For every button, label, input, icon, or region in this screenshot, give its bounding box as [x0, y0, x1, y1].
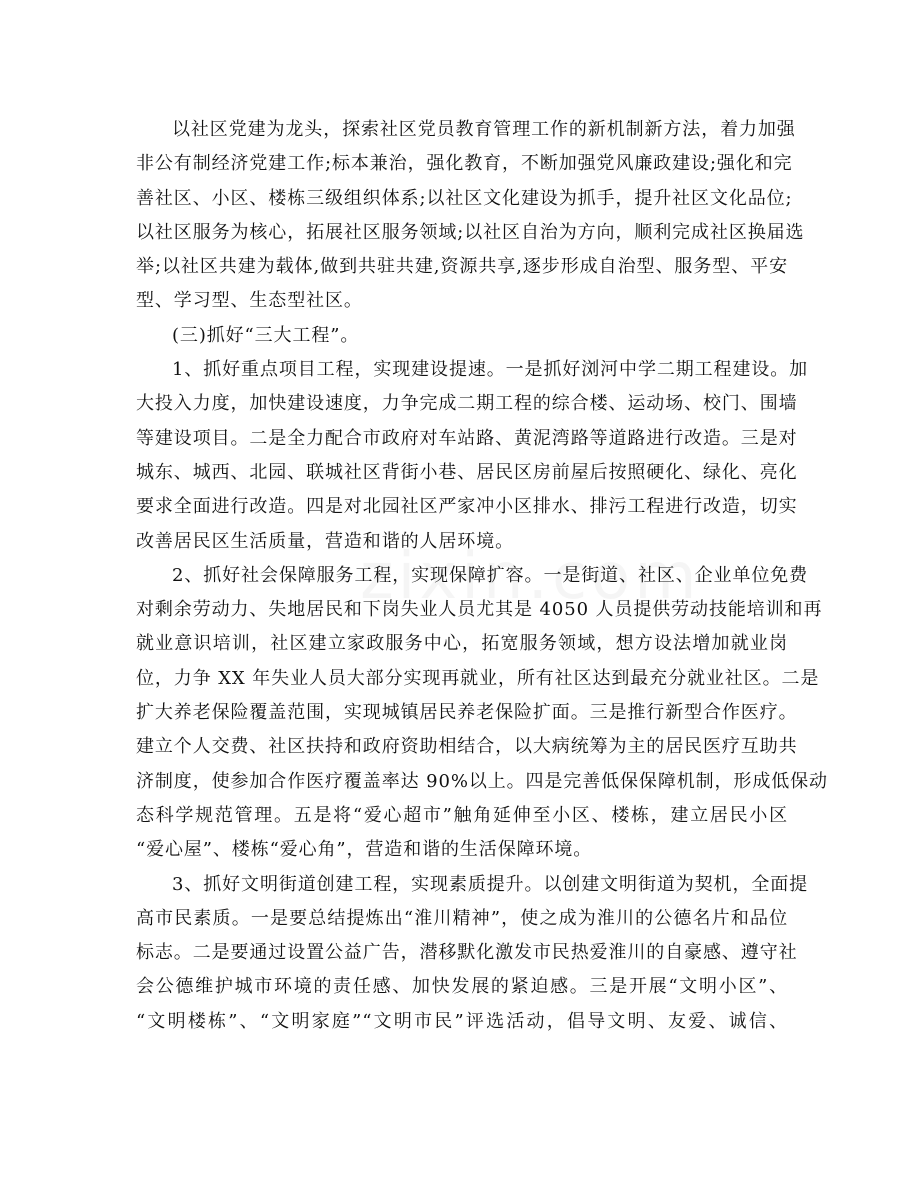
text-line: 对剩余劳动力、失地居民和下岗失业人员尤其是 4050 人员提供劳动技能培训和再	[136, 599, 823, 621]
text-line: 建立个人交费、社区扶持和政府资助相结合，以大病统筹为主的居民医疗互助共	[136, 736, 798, 758]
text-line: 济制度，使参加合作医疗覆盖率达 90%以上。四是完善低保保障机制，形成低保动	[136, 770, 828, 792]
text-line: 标志。二是要通过设置公益广告，潜移默化激发市民热爱淮川的自豪感、遵守社	[136, 942, 798, 964]
text-line: 举;以社区共建为载体,做到共驻共建,资源共享,逐步形成自治型、服务型、平安	[136, 256, 788, 278]
text-line: 善社区、小区、楼栋三级组织体系;以社区文化建设为抓手，提升社区文化品位;	[136, 187, 793, 209]
text-line: “文明楼栋”、“文明家庭”“文明市民”评选活动，倡导文明、友爱、诚信、	[136, 1010, 788, 1032]
text-line: 以社区党建为龙头，探索社区党员教育管理工作的新机制新方法，着力加强	[172, 119, 796, 140]
text-line: 城东、城西、北园、联城社区背街小巷、居民区房前屋后按照硬化、绿化、亮化	[136, 461, 798, 483]
text-line: 要求全面进行改造。四是对北园社区严家冲小区排水、排污工程进行改造，切实	[136, 496, 798, 518]
text-line: 1、抓好重点项目工程，实现建设提速。一是抓好浏河中学二期工程建设。加	[172, 359, 809, 381]
text-line: 态科学规范管理。五是将“爱心超市”触角延伸至小区、楼栋，建立居民小区	[136, 804, 788, 826]
text-line: 以社区服务为核心，拓展社区服务领域;以社区自治为方向，顺利完成社区换届选	[136, 221, 805, 243]
text-line: 高市民素质。一是要总结提炼出“淮川精神”，使之成为淮川的公德名片和品位	[136, 907, 788, 929]
section-heading: (三)抓好“三大工程”。	[172, 324, 360, 346]
text-line: 改善居民区生活质量，营造和谐的人居环境。	[136, 530, 514, 552]
text-line: 位，力争 XX 年失业人员大部分实现再就业，所有社区达到最充分就业社区。二是	[136, 667, 820, 689]
text-line: 就业意识培训，社区建立家政服务中心，拓宽服务领域，想方设法增加就业岗	[136, 633, 788, 655]
text-line: 型、学习型、生态型社区。	[136, 290, 363, 312]
document-body	[136, 113, 828, 1039]
text-line: 2、抓好社会保障服务工程，实现保障扩容。一是街道、社区、企业单位免费	[172, 564, 809, 586]
text-line: 非公有制经济党建工作;标本兼治，强化教育，不断加强党风廉政建设;强化和完	[136, 153, 793, 175]
text-line: 会公德维护城市环境的责任感、加快发展的紧迫感。三是开展“文明小区”、	[136, 976, 788, 998]
text-line: 大投入力度，加快建设速度，力争完成二期工程的综合楼、运动场、校门、围墙	[136, 393, 798, 415]
text-line: 扩大养老保险覆盖范围，实现城镇居民养老保险扩面。三是推行新型合作医疗。	[136, 702, 798, 724]
text-line: 等建设项目。二是全力配合市政府对车站路、黄泥湾路等道路进行改造。三是对	[136, 427, 798, 449]
text-line: “爱心屋”、楼栋“爱心角”，营造和谐的生活保障环境。	[136, 839, 593, 861]
text-line: 3、抓好文明街道创建工程，实现素质提升。以创建文明街道为契机，全面提	[172, 873, 809, 895]
